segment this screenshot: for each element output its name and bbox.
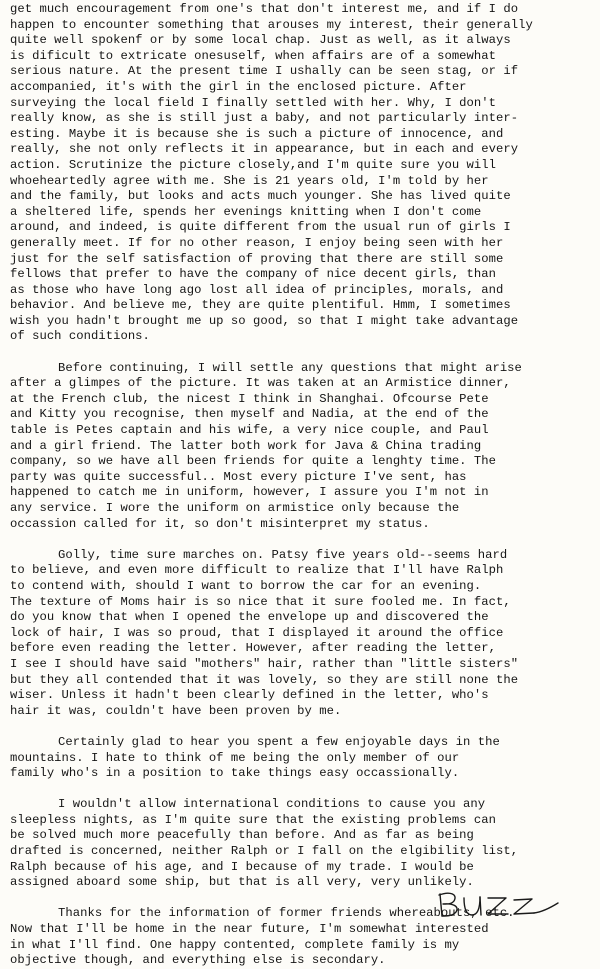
letter-paragraph <box>10 548 594 720</box>
text-line: and a girl friend. The latter both work for Java & China trading <box>10 438 482 453</box>
letter-paragraph <box>10 2 594 345</box>
text-line: Certainly glad to hear you spent a few enjoyable days in the <box>58 734 500 749</box>
text-line: Thanks for the information of former friends whereabouts, etc. <box>58 906 515 921</box>
text-line: sleepless nights, as I'm quite sure that the existing problems can <box>10 812 497 827</box>
text-line: objective though, and everything else is secondary. <box>10 953 386 968</box>
text-line: around, and indeed, is quite different from the usual run of girls I <box>10 220 511 235</box>
text-line: fellows that prefer to have the company of nice decent girls, than <box>10 267 497 282</box>
text-line: just for the self satisfaction of proving that there are still some <box>10 251 504 266</box>
handwritten-signature <box>436 888 564 920</box>
text-line: occassion called for it, so don't misinterpret my status. <box>10 516 430 531</box>
paragraph-gap <box>10 532 594 548</box>
text-line: family who's in a position to take things easy occassionally. <box>10 766 460 781</box>
text-line: a sheltered life, spends her evenings knitting when I don't come <box>10 204 482 219</box>
text-line: table is Petes captain and his wife, a very nice couple, and Paul <box>10 423 489 438</box>
text-line: in what I'll find. One happy contented, complete family is my <box>10 937 460 952</box>
text-line: assigned aboard some ship, but that is all very, very unlikely. <box>10 875 474 890</box>
letter-paragraph <box>10 735 594 782</box>
text-line: serious nature. At the present time I ushally can be seen stag, or if <box>10 64 519 79</box>
text-line: get much encouragement from one's that don't interest me, and if I do <box>10 2 519 16</box>
text-line: The texture of Moms hair is so nice that it sure fooled me. In fact, <box>10 594 511 609</box>
letter-paragraph <box>10 361 594 533</box>
text-line: really know, as she is still just a baby, and not particularly inter- <box>10 111 519 126</box>
text-line: at the French club, the nicest I think in Shanghai. Ofcourse Pete <box>10 391 489 406</box>
text-line: company, so we have all been friends for quite a lenghty time. The <box>10 454 497 469</box>
text-line: party was quite successful.. Most every picture I've sent, has <box>10 469 467 484</box>
text-line: mountains. I hate to think of me being the only member of our <box>10 750 460 765</box>
text-line: Golly, time sure marches on. Patsy five years old--seems hard <box>58 547 508 562</box>
text-line: whoeheartedly agree with me. She is 21 years old, I'm told by her <box>10 173 489 188</box>
paragraph-gap <box>10 719 594 735</box>
text-line: happened to catch me in uniform, however, I assure you I'm not in <box>10 485 489 500</box>
text-line: of such conditions. <box>10 329 150 344</box>
text-line: after a glimpes of the picture. It was taken at an Armistice dinner, <box>10 376 511 391</box>
text-line: before even reading the letter. However, after reading the letter, <box>10 641 497 656</box>
text-line: hair it was, couldn't have been proven by me. <box>10 703 342 718</box>
text-line: I wouldn't allow international conditions to cause you any <box>58 797 486 812</box>
text-line: accompanied, it's with the girl in the enclosed picture. After <box>10 79 467 94</box>
text-line: generally meet. If for no other reason, I enjoy being seen with her <box>10 235 504 250</box>
text-line: do you know that when I opened the envelope up and discovered the <box>10 610 489 625</box>
text-line: as those who have long ago lost all idea of principles, morals, and <box>10 282 504 297</box>
text-line: action. Scrutinize the picture closely,and I'm quite sure you will <box>10 157 497 172</box>
text-line: lock of hair, I was so proud, that I displayed it around the office <box>10 625 504 640</box>
text-line: Ralph because of his age, and I because of my trade. I would be <box>10 859 474 874</box>
text-line: really, she not only reflects it in appearance, but in each and every <box>10 142 519 157</box>
text-line: and Kitty you recognise, then myself and Nadia, at the end of the <box>10 407 489 422</box>
text-line: drafted is concerned, neither Ralph or I fall on the elgibility list, <box>10 844 519 859</box>
text-line: any service. I wore the uniform on armistice only because the <box>10 501 460 515</box>
text-line: be solved much more peacefully than before. And as far as being <box>10 828 474 843</box>
letter-body <box>10 2 594 969</box>
paragraph-gap <box>10 345 594 361</box>
text-line: wish you hadn't brought me up so good, so that I might take advantage <box>10 313 519 328</box>
text-line: I see I should have said "mothers" hair, rather than "little sisters" <box>10 656 519 671</box>
text-line: behavior. And believe me, they are quite plentiful. Hmm, I sometimes <box>10 298 511 313</box>
text-line: surveying the local field I finally settled with her. Why, I don't <box>10 95 497 110</box>
text-line: Now that I'll be home in the near future, I'm somewhat interested <box>10 922 489 937</box>
text-line: wiser. Unless it hadn't been clearly defined in the letter, who's <box>10 688 489 703</box>
paragraph-gap <box>10 782 594 798</box>
text-line: quite well spokenf or by some local chap. Just as well, as it always <box>10 33 511 48</box>
text-line: but they all contended that it was lovely, so they are still none the <box>10 672 519 687</box>
text-line: happen to encounter something that arouses my interest, their generally <box>10 17 533 32</box>
text-line: esting. Maybe it is because she is such a picture of innocence, and <box>10 126 504 141</box>
text-line: is dificult to extricate onesuself, when affairs are of a somewhat <box>10 48 497 63</box>
text-line: Before continuing, I will settle any questions that might arise <box>58 360 522 375</box>
text-line: and the family, but looks and acts much younger. She has lived quite <box>10 189 511 204</box>
letter-paragraph <box>10 797 594 891</box>
text-line: to believe, and even more difficult to realize that I'll have Ralph <box>10 563 504 578</box>
text-line: to contend with, should I want to borrow the car for an evening. <box>10 578 482 593</box>
